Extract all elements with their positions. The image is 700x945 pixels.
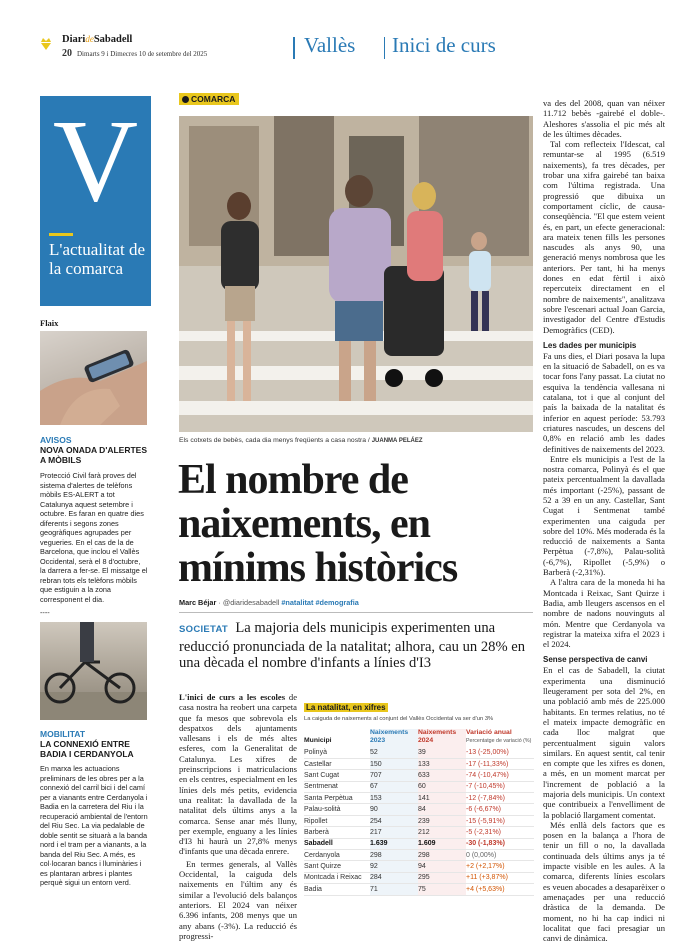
cell-municipi: Sant Quirze: [304, 861, 370, 872]
col-header-municipi: Municipi: [304, 737, 332, 744]
cell-2024: 39: [418, 747, 466, 758]
section-tag: [179, 93, 239, 105]
cell-2023: 254: [370, 815, 418, 826]
variacio-note: Percentatge de variació (%): [466, 738, 532, 744]
cell-2024: 295: [418, 872, 466, 883]
headline: El nombre de naixements, en mínims històrics: [178, 457, 458, 591]
article-paragraph: En termes generals, al Vallès Occidental, la caiguda dels naixements en l'últim any és similar a l'evolució dels balanços anteriors. El 2024 van néixer 6.396 infants, 208 menys que un any abans (-3%). La reducció és progressi-: [179, 858, 297, 941]
cell-2024: 94: [418, 861, 466, 872]
cell-variacio: -12 (-7,84%): [466, 793, 534, 804]
article-paragraph: Més enllà dels factors que es posen en la balança a l'hora de tenir un fill o no, la davallada continuada dels últims anys ja té impacte visible en les aules. A la comarca, diferents línies escolars es veuen abocades a desaparèixer o amenaçades per una reducció dràstica de la demanda. De moment, no hi ha cap indici ni localitat que faci presagiar un canvi de dinàmica.: [543, 819, 665, 944]
cell-municipi: Santa Perpètua: [304, 793, 370, 804]
cell-variacio: +11 (+3,87%): [466, 872, 534, 883]
cell-2024: 239: [418, 815, 466, 826]
table-row: [304, 793, 534, 804]
table-row: [304, 770, 534, 781]
table-row: [304, 747, 534, 758]
subheading: Sense perspectiva de canvi: [543, 655, 648, 665]
cell-municipi: Ripollet: [304, 815, 370, 826]
cell-municipi: Barberà: [304, 827, 370, 838]
cell-2023: 217: [370, 827, 418, 838]
item-kicker: AVISOS: [40, 435, 72, 445]
crown-icon: [40, 36, 52, 50]
cell-variacio: -74 (-10,47%): [466, 770, 534, 781]
article-paragraph: En el cas de Sabadell, la ciutat experimenta una disminució lleugerament per sota del 2%, en una població amb més de 225.000 habitants. En termes relatius, no té el mateix impacte demogràfic en cada lloc malgrat que percentualment siguin valors similars. En aquest sentit, cal tenir en compte que les xifres es donen, a més, en un moment marcat per l'increment de població a la majoria dels municipis. Un context que contribueix a l'envelliment de la població llargament comentat.: [543, 665, 665, 820]
bike-photo: [40, 622, 147, 720]
table-row: [304, 838, 534, 849]
item-title: NOVA ONADA D'ALERTES A MÒBILS: [40, 445, 148, 465]
item-separator: ----: [40, 608, 50, 617]
cell-2023: 1.639: [370, 838, 418, 849]
cell-2024: 84: [418, 804, 466, 815]
byline: Marc Béjar · @diaridesabadell #natalitat #demografia: [179, 598, 359, 607]
cell-2023: 90: [370, 804, 418, 815]
author-name: Marc Béjar: [179, 598, 217, 607]
tag-demografia[interactable]: #demografia: [315, 598, 359, 607]
article-paragraph: va des del 2008, quan van néixer 11.712 bebès -gairebé el doble-. Aleshores s'assolia el pic més alt de les últimes dècades.: [543, 98, 665, 139]
col-header-2024: Naixements 2024: [418, 729, 466, 747]
cell-variacio: -17 (-11,33%): [466, 758, 534, 769]
section-title: Vallès: [304, 33, 356, 57]
item-body: En marxa les actuacions preliminars de les obres per a la connexió del carril bici i del camí per a vianants entre Cerdanyola i Badia en la carretera del Riu i la recuperació ambiental de l'entorn del Riu Sec. La via pedalable de doble sentit se situarà a la banda nord i el tram per a vianants, a la banda del Riu Sec. A més, es col·locaran bancs i lluminàries i es plantaran arbres i plantes perquè sigui un entorn verd.: [40, 764, 148, 887]
cell-2023: 52: [370, 747, 418, 758]
section-letter: V: [52, 95, 139, 226]
cell-2024: 212: [418, 827, 466, 838]
table-row: [304, 827, 534, 838]
cell-2024: 60: [418, 781, 466, 792]
item-body: Protecció Civil farà proves del sistema d'alertes de telèfons mòbils ES-ALERT a tot Catalunya aquest setembre i octubre. Es faran en quatre dies diferents i segons zones geogràfiques agrupades per vegueries. En el cas de la de Barcelona, que inclou el Vallès Occidental, serà el 8 d'octubre, la darrera a fer-se. El missatge el rebran tots els telèfons mòbils que estiguin a la zona corresponent el dia.: [40, 471, 148, 604]
table-subtitle: La caiguda de naixements al conjunt del Vallès Occidental va ser d'un 3%: [304, 716, 494, 722]
cell-2024: 133: [418, 758, 466, 769]
item-title: LA CONNEXIÓ ENTRE BADIA I CERDANYOLA: [40, 739, 134, 759]
cell-2024: 633: [418, 770, 466, 781]
phone-photo: [40, 331, 147, 425]
cell-municipi: Sentmenat: [304, 781, 370, 792]
caption-text: Els cotxets de bebès, cada dia menys freqüents a casa nostra: [179, 437, 367, 444]
page-number: 20: [62, 48, 72, 59]
cell-2023: 284: [370, 872, 418, 883]
subheading: Les dades per municipis: [543, 340, 637, 350]
cell-2023: 707: [370, 770, 418, 781]
page-date: [62, 48, 207, 59]
cell-2023: 153: [370, 793, 418, 804]
header-divider: [384, 37, 385, 59]
article-paragraph: [179, 692, 297, 857]
street-photo: [179, 116, 533, 432]
cell-2024: 141: [418, 793, 466, 804]
header-divider: [293, 37, 295, 59]
tag-dot-icon: [182, 96, 189, 103]
table-row: [304, 804, 534, 815]
table-header-row: [304, 729, 534, 747]
col-header-2023: Naixements 2023: [370, 729, 418, 747]
data-table-box: [304, 695, 534, 896]
cell-municipi: Castellar: [304, 758, 370, 769]
article-column-1: [179, 692, 297, 941]
cell-variacio: -13 (-25,00%): [466, 747, 534, 758]
sidebar-item-mobilitat: [40, 729, 148, 888]
cell-2024: 75: [418, 884, 466, 895]
table-row: [304, 872, 534, 883]
article-deck: [179, 620, 533, 672]
paper-name: DiarideSabadell: [62, 34, 133, 45]
cell-2024: 298: [418, 850, 466, 861]
article-paragraph: Tal com reflecteix l'Idescat, cal remuntar-se al 1995 (6.519 naixements), fa tres dècades, per trobar una xifra gairebé tan baixa com l'última registrada. Una progressió que dibuixa un comportament cíclic, de causa-conseqüència. "El que estem veient és, en part, un efecte generacional: ara mateix tenen fills les persones nascudes als anys 90, una generació menys nombrosa que les anteriors. Per tant, hi ha menys dones en edat fèrtil i això repercuteix directament en el nombre de naixements", analitzava sobre l'escenari actual Joan Garcia, investigador del Centre d'Estudis Demogràfics (CED).: [543, 139, 665, 335]
table-title: La natalitat, en xifres: [306, 703, 386, 712]
flaix-label: Flaix: [40, 318, 59, 328]
sidebar-item-avisos: [40, 435, 148, 618]
topic-title: Inici de curs: [392, 33, 496, 57]
article-paragraph: Fa uns dies, el Diari posava la lupa en la situació de Sabadell, on es va tocar fons l'any passat. La ciutat no esquiva la tendència vallesana ni catalana, tot i que al conjunt del país la baixada de la natalitat és inferior en aquest període: 53.793 criatures nascudes, un descens del 0,8% en relació amb les dades definitives de naixements del 2023.: [543, 350, 665, 454]
article-paragraph: Entre els municipis a l'est de la nostra comarca, Polinyà és el que pateix percentualment la davallada més important (-25%), passant de 52 a 39 en un any. Castellar, Sant Cugat i Sentmenat també experimenten una caiguda per sobre del 10%. Més moderada és la reducció de naixements a Santa Perpètua (-7,8%), Palau-solità (-6,7%), Ripollet (-5,9%) o Barberà (-2,31%).: [543, 453, 665, 578]
article-paragraph: A l'altra cara de la moneda hi ha Montcada i Reixac, Sant Quirze i Badia, amb lleugers ascensos en el nombre de nadons nouvinguts al món. Mentre que Cerdanyola va registrar la mateixa xifra el 2023 i el 2024.: [543, 577, 665, 650]
section-tag-label: COMARCA: [191, 94, 236, 104]
cell-2023: 71: [370, 884, 418, 895]
cell-2023: 298: [370, 850, 418, 861]
cell-variacio: -15 (-5,91%): [466, 815, 534, 826]
cell-municipi: Badia: [304, 884, 370, 895]
section-tagline: L'actualitat de la comarca: [49, 240, 146, 278]
divider: [179, 612, 533, 613]
births-table: [304, 729, 534, 896]
article-column-3: [543, 98, 665, 943]
table-row: [304, 758, 534, 769]
cell-variacio: -30 (-1,83%): [466, 838, 534, 849]
table-row: [304, 850, 534, 861]
table-row: [304, 861, 534, 872]
section-badge: [40, 96, 151, 306]
cell-2023: 150: [370, 758, 418, 769]
photo-caption: Els cotxets de bebès, cada dia menys freqüents a casa nostra / JUANMA PELÁEZ: [179, 437, 423, 444]
cell-municipi: Palau-solità: [304, 804, 370, 815]
date-text: Dimarts 9 i Dimecres 10 de setembre del 2025: [77, 50, 208, 58]
cell-variacio: +2 (+2,17%): [466, 861, 534, 872]
cell-variacio: +4 (+5,63%): [466, 884, 534, 895]
item-kicker: MOBILITAT: [40, 729, 86, 739]
author-handle: @diaridesabadell: [222, 598, 280, 607]
table-row: [304, 781, 534, 792]
cell-2023: 92: [370, 861, 418, 872]
tag-natalitat[interactable]: #natalitat: [281, 598, 314, 607]
cell-municipi: Montcada i Reixac: [304, 872, 370, 883]
cell-2024: 1.609: [418, 838, 466, 849]
cell-variacio: 0 (0,00%): [466, 850, 534, 861]
table-row: [304, 815, 534, 826]
cell-municipi: Cerdanyola: [304, 850, 370, 861]
photo-credit: JUANMA PELÁEZ: [371, 438, 423, 444]
cell-variacio: -6 (-6,67%): [466, 804, 534, 815]
deck-text: La majoria dels municipis experimenten una reducció pronunciada de la natalitat; alhora, cau un 28% en una dècada el nombre d'infants a línies d'I3: [179, 620, 526, 672]
col-header-variacio: [466, 729, 534, 747]
variacio-label: Variació anual: [466, 729, 512, 736]
badge-accent: [49, 233, 73, 236]
cell-municipi: Sabadell: [304, 838, 370, 849]
cell-2023: 67: [370, 781, 418, 792]
lead-in: L'inici de curs a les escoles: [179, 692, 286, 702]
cell-municipi: Polinyà: [304, 747, 370, 758]
cell-variacio: -7 (-10,45%): [466, 781, 534, 792]
table-body: [304, 747, 534, 895]
cell-variacio: -5 (-2,31%): [466, 827, 534, 838]
paragraph-text: de casa nostra ha reobert una carpeta que fa mesos que sobrevola els despatxos dels ajuntaments vallesans i els de més altes esferes, com la Generalitat de Catalunya. Les xifres de preinscripcions i matriculacions en els centres, especialment en les línies dels més petits, evidencia una realitat: la davallada de la natalitat dels últims anys a la comarca. Sense anar més lluny, per exemple, enguany a les línies d'I3 hi haurà un 27,8% menys d'infants que una dècada enrere.: [179, 692, 298, 857]
deck-label: SOCIETAT: [179, 624, 229, 635]
table-row: [304, 884, 534, 895]
cell-municipi: Sant Cugat: [304, 770, 370, 781]
